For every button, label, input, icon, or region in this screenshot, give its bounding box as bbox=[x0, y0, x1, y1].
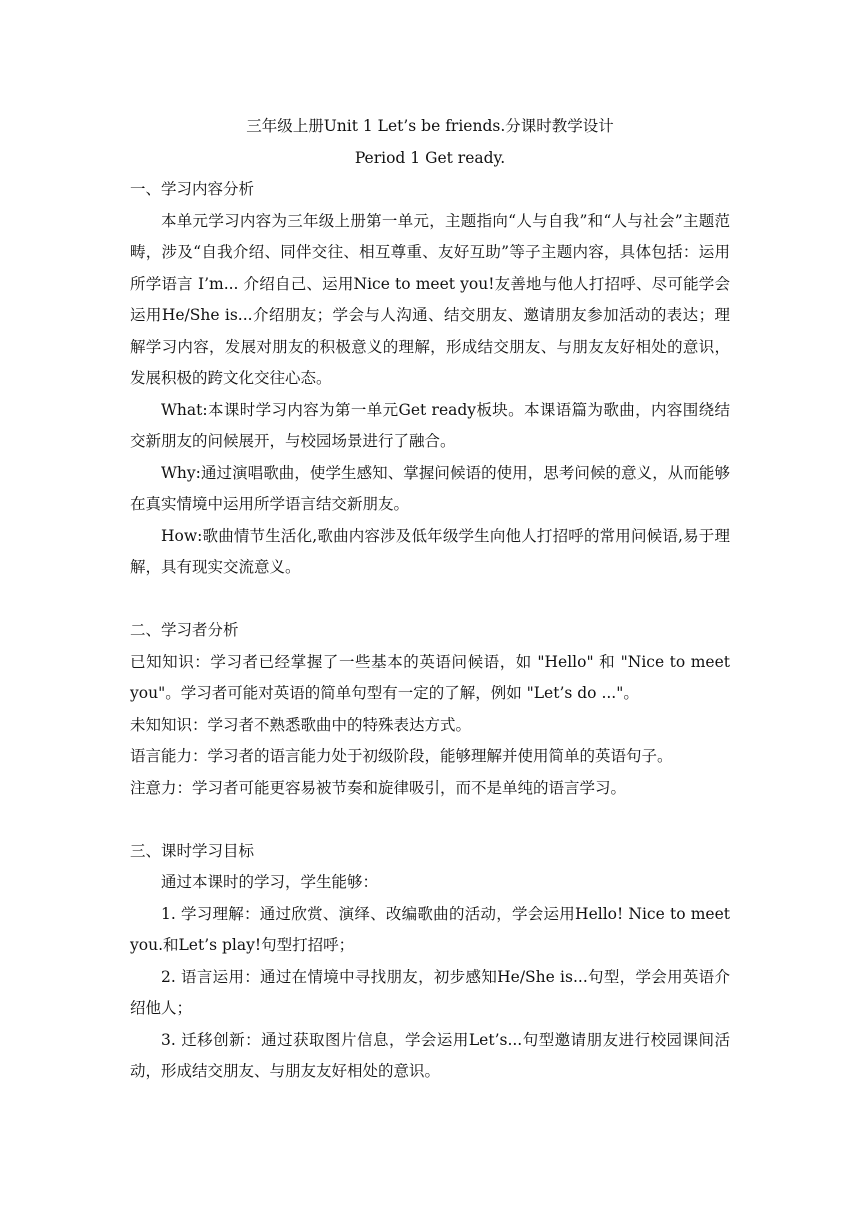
paragraph-goals-intro: 通过本课时的学习，学生能够： bbox=[161, 873, 379, 891]
section-spacer bbox=[130, 584, 730, 616]
document-subtitle: Period 1 Get ready. bbox=[354, 148, 506, 167]
paragraph-what: What:本课时学习内容为第一单元Get ready板块。本课语篇为歌曲，内容围绕结交新朋友的问候展开，与校园场景进行了融合。 bbox=[130, 400, 730, 450]
goal-item-understanding: 1. 学习理解：通过欣赏、演绎、改编歌曲的活动，学会运用Hello! Nice to meet you.和Let’s play!句型打招呼； bbox=[130, 904, 730, 954]
section-heading-content-analysis: 一、学习内容分析 bbox=[130, 180, 255, 198]
paragraph-known-knowledge: 已知知识：学习者已经掌握了一些基本的英语问候语，如 "Hello" 和 "Nice to meet you"。学习者可能对英语的简单句型有一定的了解，例如 "Let’s do ..."。 bbox=[130, 652, 730, 702]
goal-item-transfer: 3. 迁移创新：通过获取图片信息，学会运用Let’s...句型邀请朋友进行校园课间活动，形成结交朋友、与朋友友好相处的意识。 bbox=[130, 1030, 730, 1080]
paragraph-language-ability: 语言能力：学习者的语言能力处于初级阶段，能够理解并使用简单的英语句子。 bbox=[130, 747, 673, 765]
paragraph-unknown-knowledge: 未知知识：学习者不熟悉歌曲中的特殊表达方式。 bbox=[130, 715, 472, 734]
paragraph-unit-overview: 本单元学习内容为三年级上册第一单元，主题指向“人与自我”和“人与社会”主题范畴，涉及“自我介绍、同伴交往、相互尊重、友好互助”等子主题内容，具体包括：运用所学语言 I’m... 介绍自己、运用Nice to meet you!友善地与他人打招呼、尽可能学会运用He/She is...介绍朋友；学会与人沟通、结交朋友、邀请朋友参加活动的表达；理解学习内容，发展对朋友的积极意义的理解，形成结交朋友、与朋友友好相处的意识，发展积极的跨文化交往心态。 bbox=[130, 211, 730, 387]
goal-item-application: 2. 语言运用：通过在情境中寻找朋友，初步感知He/She is...句型，学会用英语介绍他人； bbox=[130, 967, 730, 1017]
section-heading-learner-analysis: 二、学习者分析 bbox=[130, 621, 239, 639]
paragraph-why: Why:通过演唱歌曲，使学生感知、掌握问候语的使用，思考问候的意义，从而能够在真实情境中运用所学语言结交新朋友。 bbox=[130, 463, 730, 513]
document-title: 三年级上册Unit 1 Let’s be friends.分课时教学设计 bbox=[246, 117, 614, 135]
section-heading-learning-goals: 三、课时学习目标 bbox=[130, 841, 255, 860]
paragraph-how: How:歌曲情节生活化,歌曲内容涉及低年级学生向他人打招呼的常用问候语,易于理解，具有现实交流意义。 bbox=[130, 526, 730, 576]
document-body bbox=[130, 111, 730, 1088]
section-spacer bbox=[130, 804, 730, 836]
paragraph-attention: 注意力：学习者可能更容易被节奏和旋律吸引，而不是单纯的语言学习。 bbox=[130, 778, 627, 797]
